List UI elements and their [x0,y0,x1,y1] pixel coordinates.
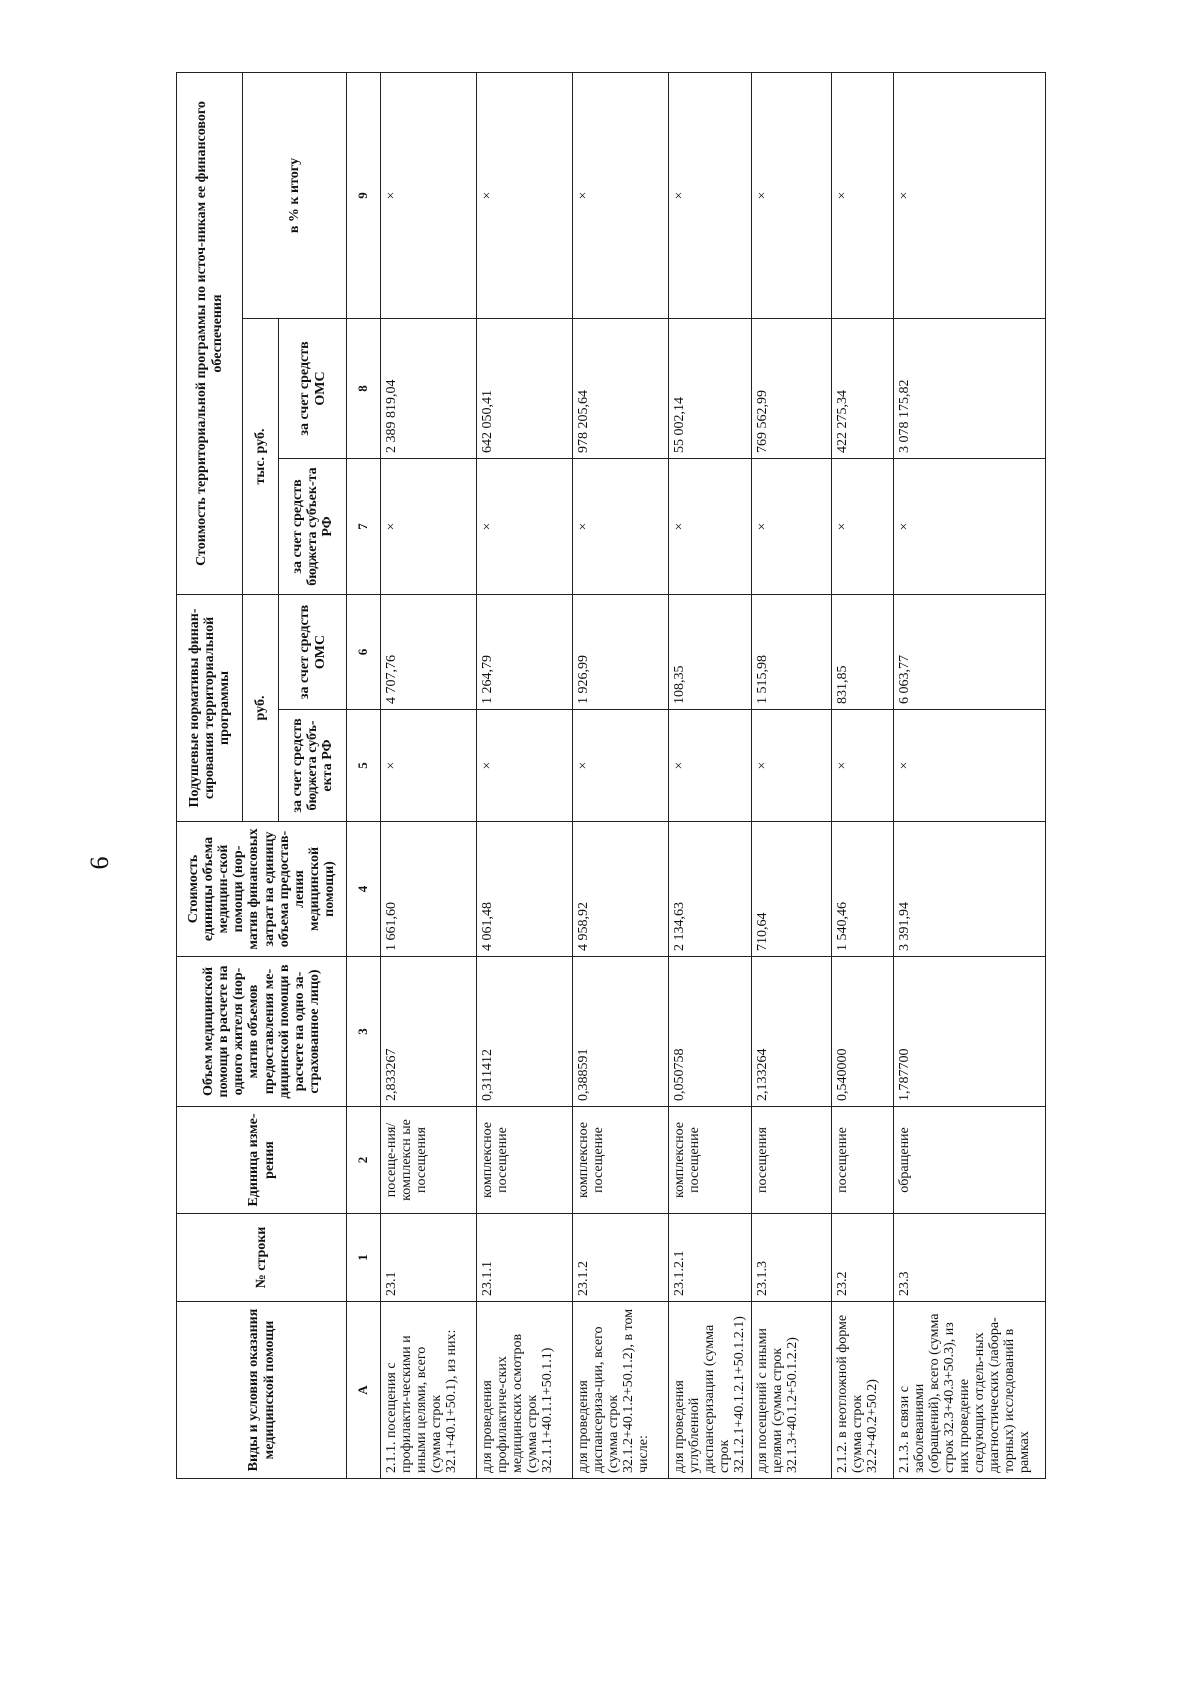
cell-percent: × [477,73,573,319]
cell-cost-oms: 55 002,14 [669,319,752,459]
cell-unit: комплексное посещение [573,1107,669,1214]
cell-cost-budget: × [831,459,893,595]
cell-kind: для проведения профилактиче-ских медицинских осмотров (сумма строк 32.1.1+40.1.1+50.1.1) [477,1302,573,1479]
cell-cost-oms: 3 078 175,82 [893,319,1045,459]
header-unit: Единица изме-рения [177,1107,347,1214]
cell-per-capita-oms: 6 063,77 [893,595,1045,710]
header-kind: Виды и условия оказания медицинской помощи [177,1302,347,1479]
cell-row-no: 23.1.2 [573,1214,669,1302]
cell-volume: 1,787700 [893,957,1045,1107]
colnum-4: 4 [347,822,381,957]
cell-volume: 0,050758 [669,957,752,1107]
header-per-capita-unit: руб. [243,595,279,822]
cell-per-capita-budget: × [573,710,669,822]
column-number-row [347,73,381,1479]
cell-cost-unit: 2 134,63 [669,822,752,957]
header-percent: в % к итогу [243,73,347,319]
cell-kind: для проведения диспансериза-ции, всего (сумма строк 32.1.2+40.1.2+50.1.2), в том числе: [573,1302,669,1479]
cell-per-capita-budget: × [381,710,477,822]
cell-volume: 2,833267 [381,957,477,1107]
header-cost-total: Стоимость территориальной программы по источ-никам ее финансового обеспечения [177,73,243,595]
cell-per-capita-oms: 1 264,79 [477,595,573,710]
cell-unit: комплексное посещение [669,1107,752,1214]
cell-unit: комплексное посещение [477,1107,573,1214]
cell-volume: 2,133264 [751,957,831,1107]
cell-volume: 0,311412 [477,957,573,1107]
header-per-capita: Подушевые нормативы финан-сирования территориальной программы [177,595,243,822]
header-per-capita-budget: за счет средств бюджета субъ-екта РФ [279,710,347,822]
cell-cost-unit: 1 540,46 [831,822,893,957]
colnum-3: 3 [347,957,381,1107]
cell-percent: × [751,73,831,319]
cell-cost-unit: 1 661,60 [381,822,477,957]
cell-kind: 2.1.3. в связи с заболеваниями (обращений), всего (сумма строк 32.3+40.3+50.3), из них проведение следующих отдель-ных диагностических (лабора-торных) исследований в рамках [893,1302,1045,1479]
cell-kind: для проведения углубленной диспансеризации (сумма строк 32.1.2.1+40.1.2.1+50.1.2.1) [669,1302,752,1479]
cell-per-capita-budget: × [669,710,752,822]
cell-row-no: 23.1.3 [751,1214,831,1302]
table-row [893,73,1045,1479]
table-row [831,73,893,1479]
cell-per-capita-oms: 1 926,99 [573,595,669,710]
cell-per-capita-oms: 4 707,76 [381,595,477,710]
header-per-capita-oms: за счет средств ОМС [279,595,347,710]
colnum-9: 9 [347,73,381,319]
colnum-a: А [347,1302,381,1479]
cell-cost-unit: 710,64 [751,822,831,957]
cell-percent: × [573,73,669,319]
cell-cost-oms: 769 562,99 [751,319,831,459]
cell-per-capita-budget: × [831,710,893,822]
financing-table [176,72,1046,1479]
colnum-6: 6 [347,595,381,710]
table-row [751,73,831,1479]
cell-cost-budget: × [573,459,669,595]
cell-unit: посещения [751,1107,831,1214]
colnum-8: 8 [347,319,381,459]
cell-unit: посещение [831,1107,893,1214]
cell-cost-budget: × [477,459,573,595]
cell-row-no: 23.1 [381,1214,477,1302]
cell-cost-unit: 3 391,94 [893,822,1045,957]
cell-per-capita-budget: × [893,710,1045,822]
cell-percent: × [893,73,1045,319]
cell-per-capita-oms: 831,85 [831,595,893,710]
cell-row-no: 23.3 [893,1214,1045,1302]
colnum-7: 7 [347,459,381,595]
colnum-2: 2 [347,1107,381,1214]
table-row [477,73,573,1479]
cell-cost-oms: 978 205,64 [573,319,669,459]
header-cost-total-unit: тыс. руб. [243,319,279,595]
table-row [573,73,669,1479]
cell-cost-budget: × [751,459,831,595]
cell-row-no: 23.1.2.1 [669,1214,752,1302]
cell-cost-oms: 642 050,41 [477,319,573,459]
cell-cost-budget: × [893,459,1045,595]
header-volume: Объем медицинской помощи в расчете на одного жителя (нор-матив объемов предоставления ме-дицинской помощи в расчете на одно за-страхованное лицо) [177,957,347,1107]
rotated-table-area [176,73,1036,1479]
cell-cost-budget: × [669,459,752,595]
cell-volume: 0,540000 [831,957,893,1107]
cell-per-capita-oms: 1 515,98 [751,595,831,710]
table-row [381,73,477,1479]
colnum-1: 1 [347,1214,381,1302]
cell-kind: 2.1.1. посещения с профилакти-ческими и иными целями, всего (сумма строк 32.1+40.1+50.1), из них: [381,1302,477,1479]
cell-unit: посеще-ния/комплексн ые посещения [381,1107,477,1214]
cell-row-no: 23.2 [831,1214,893,1302]
cell-per-capita-budget: × [751,710,831,822]
cell-volume: 0,388591 [573,957,669,1107]
cell-row-no: 23.1.1 [477,1214,573,1302]
cell-percent: × [831,73,893,319]
cell-cost-oms: 422 275,34 [831,319,893,459]
cell-percent: × [669,73,752,319]
header-cost-oms: за счет средств ОМС [279,319,347,459]
cell-kind: 2.1.2. в неотложной форме (сумма строк 32.2+40.2+50.2) [831,1302,893,1479]
cell-cost-budget: × [381,459,477,595]
cell-cost-unit: 4 061,48 [477,822,573,957]
cell-cost-unit: 4 958,92 [573,822,669,957]
colnum-5: 5 [347,710,381,822]
header-row-no: № строки [177,1214,347,1302]
cell-cost-oms: 2 389 819,04 [381,319,477,459]
cell-percent: × [381,73,477,319]
header-cost-budget: за счет средств бюджета субъек-та РФ [279,459,347,595]
page-number: 6 [85,856,114,870]
cell-unit: обращение [893,1107,1045,1214]
header-cost-unit: Стоимость единицы объема медицин-ской помощи (нор-матив финансовых затрат на единицу объема предостав-ления медицинской помощи) [177,822,347,957]
cell-kind: для посещений с иными целями (сумма строк 32.1.3+40.1.2+50.1.2.2) [751,1302,831,1479]
table-row [669,73,752,1479]
cell-per-capita-oms: 108,35 [669,595,752,710]
cell-per-capita-budget: × [477,710,573,822]
